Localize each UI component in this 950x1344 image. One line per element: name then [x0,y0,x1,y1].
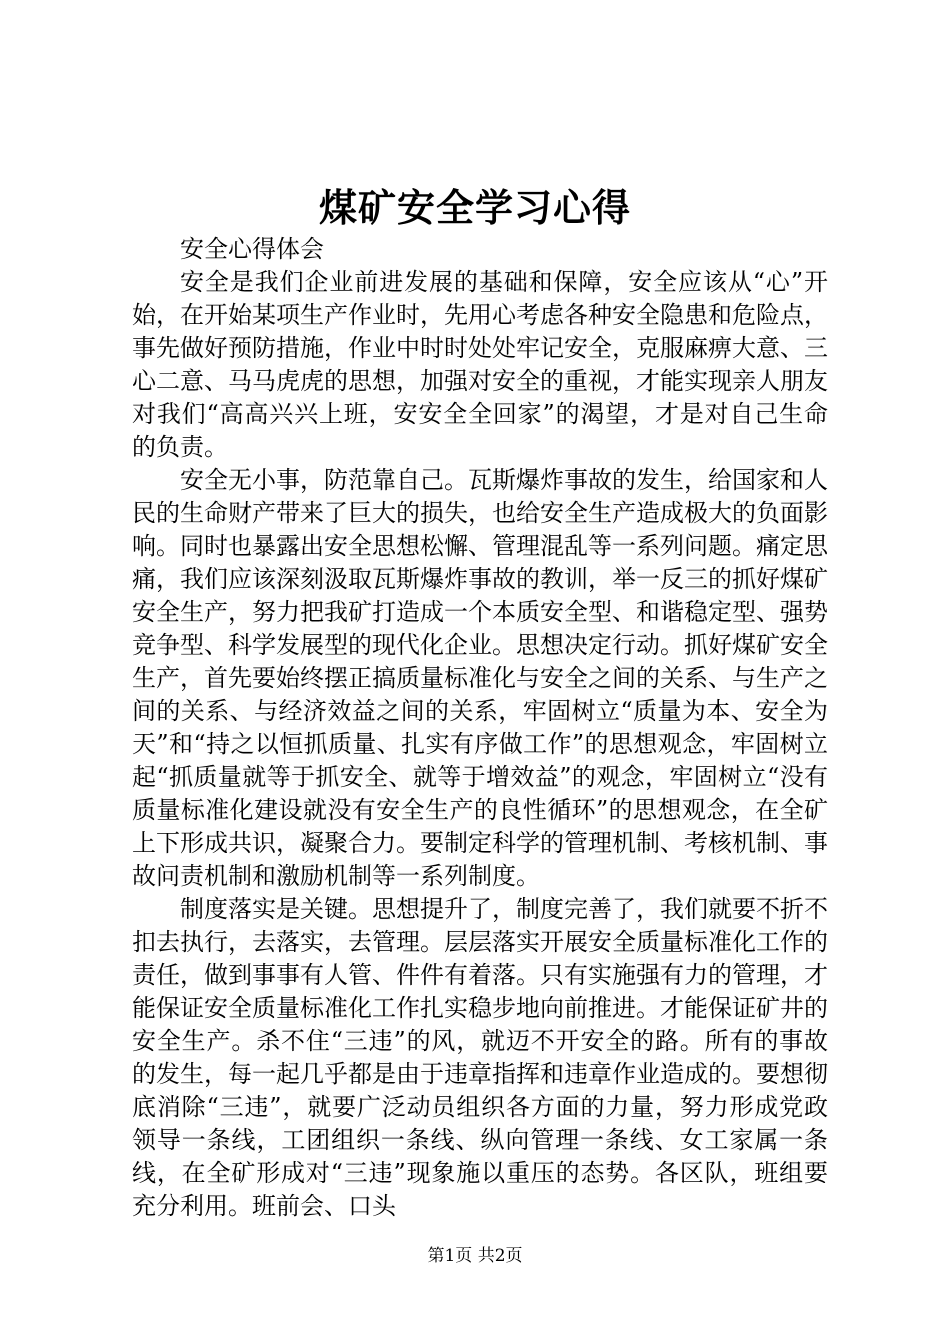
document-body [132,233,828,1223]
page-number-footer: 第1页 共2页 [427,1246,523,1266]
paragraph-3: 制度落实是关键。思想提升了，制度完善了，我们就要不折不扣去执行，去落实，去管理。层层落实开展安全质量标准化工作的责任，做到事事有人管、件件有着落。只有实施强有力的管理，才能保证安全质量标准化工作扎实稳步地向前推进。才能保证矿井的安全生产。杀不住“三违”的风，就迈不开安全的路。所有的事故的发生，每一起几乎都是由于违章指挥和违章作业造成的。要想彻底消除“三违”，就要广泛动员组织各方面的力量，努力形成党政领导一条线，工团组织一条线、纵向管理一条线、女工家属一条线，在全矿形成对“三违”现象施以重压的态势。各区队，班组要充分利用。班前会、口头 [132,895,828,1220]
paragraph-2: 安全无小事，防范靠自己。瓦斯爆炸事故的发生，给国家和人民的生命财产带来了巨大的损失，也给安全生产造成极大的负面影响。同时也暴露出安全思想松懈、管理混乱等一系列问题。痛定思痛，我们应该深刻汲取瓦斯爆炸事故的教训，举一反三的抓好煤矿安全生产，努力把我矿打造成一个本质安全型、和谐稳定型、强势竞争型、科学发展型的现代化企业。思想决定行动。抓好煤矿安全生产，首先要始终摆正搞质量标准化与安全之间的关系、与生产之间的关系、与经济效益之间的关系，牢固树立“质量为本、安全为天”和“持之以恒抓质量、扎实有序做工作”的思想观念，牢固树立起“抓质量就等于抓安全、就等于增效益”的观念，牢固树立“没有质量标准化建设就没有安全生产的良性循环”的思想观念，在全矿上下形成共识，凝聚合力。要制定科学的管理机制、考核机制、事故问责机制和激励机制等一系列制度。 [132,466,828,890]
paragraph-1: 安全是我们企业前进发展的基础和保障，安全应该从“心”开始，在开始某项生产作业时，先用心考虑各种安全隐患和危险点，事先做好预防措施，作业中时时处处牢记安全，克服麻痹大意、三心二意、马马虎虎的思想，加强对安全的重视，才能实现亲人朋友对我们“高高兴兴上班，安安全全回家”的渴望，才是对自己生命的负责。 [132,268,828,461]
document-subtitle: 安全心得体会 [180,235,324,263]
document-title: 煤矿安全学习心得 [318,185,631,230]
